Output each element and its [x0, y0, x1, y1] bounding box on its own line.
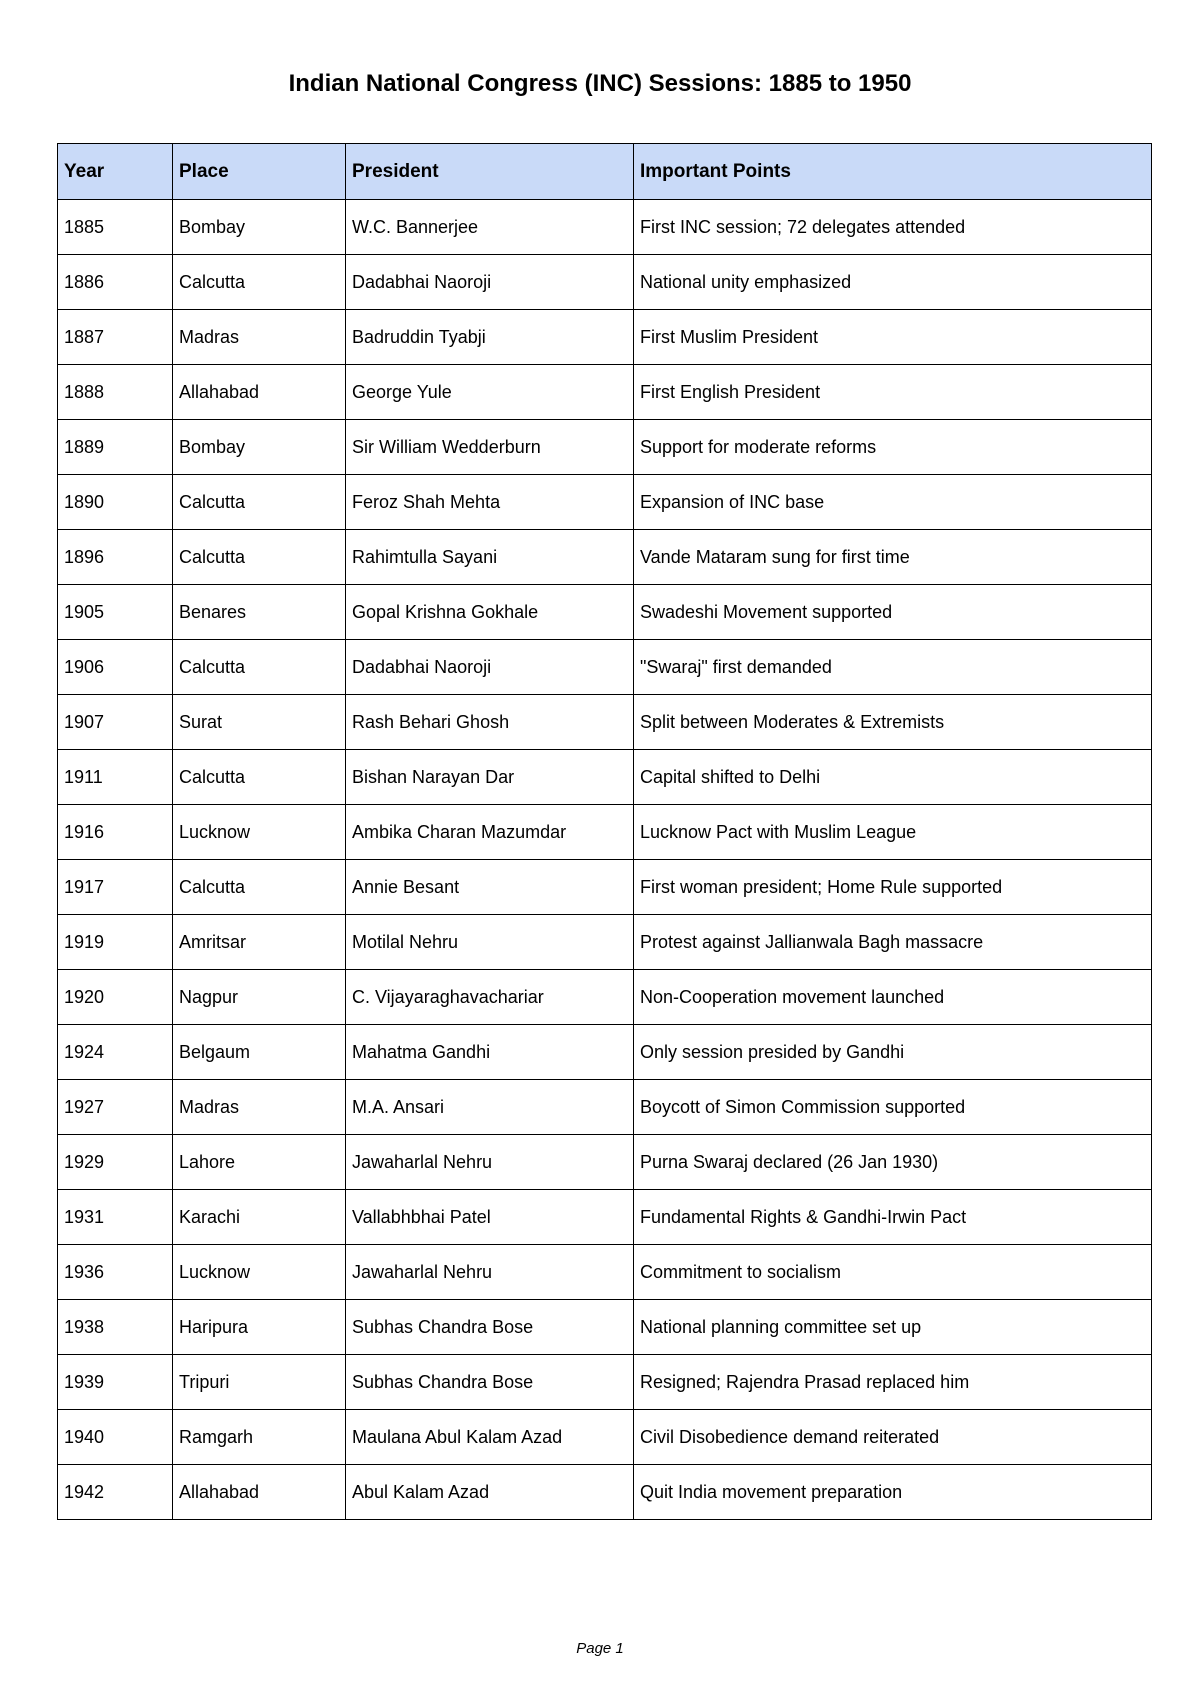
cell-year: 1916: [58, 805, 173, 860]
page-title: Indian National Congress (INC) Sessions: 1885 to 1950: [288, 70, 912, 97]
cell-place: Madras: [173, 1080, 346, 1135]
cell-year: 1911: [58, 750, 173, 805]
cell-president: Gopal Krishna Gokhale: [346, 585, 634, 640]
cell-year: 1905: [58, 585, 173, 640]
cell-place: Allahabad: [173, 365, 346, 420]
cell-important-points: First Muslim President: [634, 310, 1152, 365]
cell-important-points: Swadeshi Movement supported: [634, 585, 1152, 640]
cell-place: Surat: [173, 695, 346, 750]
cell-place: Benares: [173, 585, 346, 640]
cell-important-points: Split between Moderates & Extremists: [634, 695, 1152, 750]
cell-president: Motilal Nehru: [346, 915, 634, 970]
cell-important-points: Capital shifted to Delhi: [634, 750, 1152, 805]
cell-place: Tripuri: [173, 1355, 346, 1410]
cell-year: 1906: [58, 640, 173, 695]
cell-president: Badruddin Tyabji: [346, 310, 634, 365]
table-row: [58, 1355, 1152, 1410]
cell-president: Dadabhai Naoroji: [346, 255, 634, 310]
cell-important-points: Fundamental Rights & Gandhi-Irwin Pact: [634, 1190, 1152, 1245]
table-row: [58, 695, 1152, 750]
table-row: [58, 1245, 1152, 1300]
cell-important-points: Support for moderate reforms: [634, 420, 1152, 475]
header-president: President: [346, 144, 634, 200]
cell-place: Haripura: [173, 1300, 346, 1355]
header-year: Year: [58, 144, 173, 200]
cell-year: 1888: [58, 365, 173, 420]
cell-year: 1938: [58, 1300, 173, 1355]
cell-important-points: Protest against Jallianwala Bagh massacre: [634, 915, 1152, 970]
cell-year: 1920: [58, 970, 173, 1025]
cell-important-points: Purna Swaraj declared (26 Jan 1930): [634, 1135, 1152, 1190]
table-row: [58, 1080, 1152, 1135]
table-row: [58, 420, 1152, 475]
cell-year: 1940: [58, 1410, 173, 1465]
header-important-points: Important Points: [634, 144, 1152, 200]
cell-year: 1885: [58, 200, 173, 255]
cell-important-points: First woman president; Home Rule supported: [634, 860, 1152, 915]
table-row: [58, 970, 1152, 1025]
cell-place: Nagpur: [173, 970, 346, 1025]
cell-president: Feroz Shah Mehta: [346, 475, 634, 530]
header-row: [58, 144, 1152, 200]
table-row: [58, 640, 1152, 695]
table-row: [58, 915, 1152, 970]
page-number: Page 1: [576, 1640, 624, 1657]
cell-important-points: Only session presided by Gandhi: [634, 1025, 1152, 1080]
cell-year: 1907: [58, 695, 173, 750]
cell-year: 1927: [58, 1080, 173, 1135]
table-row: [58, 475, 1152, 530]
table-row: [58, 530, 1152, 585]
table-row: [58, 750, 1152, 805]
cell-place: Allahabad: [173, 1465, 346, 1520]
cell-president: M.A. Ansari: [346, 1080, 634, 1135]
cell-place: Bombay: [173, 420, 346, 475]
cell-place: Karachi: [173, 1190, 346, 1245]
table-row: [58, 1465, 1152, 1520]
cell-year: 1917: [58, 860, 173, 915]
cell-president: Jawaharlal Nehru: [346, 1245, 634, 1300]
cell-place: Amritsar: [173, 915, 346, 970]
cell-president: Sir William Wedderburn: [346, 420, 634, 475]
cell-president: Dadabhai Naoroji: [346, 640, 634, 695]
cell-important-points: Commitment to socialism: [634, 1245, 1152, 1300]
cell-year: 1886: [58, 255, 173, 310]
cell-place: Calcutta: [173, 255, 346, 310]
cell-important-points: Boycott of Simon Commission supported: [634, 1080, 1152, 1135]
cell-important-points: Quit India movement preparation: [634, 1465, 1152, 1520]
cell-place: Calcutta: [173, 530, 346, 585]
cell-year: 1942: [58, 1465, 173, 1520]
cell-president: C. Vijayaraghavachariar: [346, 970, 634, 1025]
table-row: [58, 585, 1152, 640]
table-row: [58, 200, 1152, 255]
cell-important-points: Expansion of INC base: [634, 475, 1152, 530]
cell-important-points: National unity emphasized: [634, 255, 1152, 310]
cell-place: Calcutta: [173, 475, 346, 530]
cell-place: Belgaum: [173, 1025, 346, 1080]
cell-year: 1931: [58, 1190, 173, 1245]
cell-president: Subhas Chandra Bose: [346, 1300, 634, 1355]
cell-president: Mahatma Gandhi: [346, 1025, 634, 1080]
cell-year: 1924: [58, 1025, 173, 1080]
cell-place: Ramgarh: [173, 1410, 346, 1465]
table-row: [58, 805, 1152, 860]
cell-president: Rahimtulla Sayani: [346, 530, 634, 585]
table-row: [58, 1410, 1152, 1465]
table-row: [58, 310, 1152, 365]
cell-year: 1939: [58, 1355, 173, 1410]
cell-important-points: Non-Cooperation movement launched: [634, 970, 1152, 1025]
table-row: [58, 1135, 1152, 1190]
cell-place: Calcutta: [173, 750, 346, 805]
table-row: [58, 1300, 1152, 1355]
cell-year: 1919: [58, 915, 173, 970]
cell-president: Ambika Charan Mazumdar: [346, 805, 634, 860]
cell-year: 1889: [58, 420, 173, 475]
cell-important-points: First English President: [634, 365, 1152, 420]
table-body: [58, 200, 1152, 1520]
cell-president: Annie Besant: [346, 860, 634, 915]
cell-important-points: Vande Mataram sung for first time: [634, 530, 1152, 585]
cell-president: W.C. Bannerjee: [346, 200, 634, 255]
table-row: [58, 860, 1152, 915]
cell-president: George Yule: [346, 365, 634, 420]
cell-place: Bombay: [173, 200, 346, 255]
cell-important-points: First INC session; 72 delegates attended: [634, 200, 1152, 255]
cell-president: Bishan Narayan Dar: [346, 750, 634, 805]
cell-year: 1890: [58, 475, 173, 530]
sessions-table: [57, 143, 1152, 1520]
cell-place: Calcutta: [173, 640, 346, 695]
cell-president: Abul Kalam Azad: [346, 1465, 634, 1520]
cell-important-points: Civil Disobedience demand reiterated: [634, 1410, 1152, 1465]
cell-important-points: National planning committee set up: [634, 1300, 1152, 1355]
cell-place: Lahore: [173, 1135, 346, 1190]
cell-place: Madras: [173, 310, 346, 365]
cell-important-points: Resigned; Rajendra Prasad replaced him: [634, 1355, 1152, 1410]
cell-year: 1887: [58, 310, 173, 365]
table-row: [58, 255, 1152, 310]
cell-place: Calcutta: [173, 860, 346, 915]
cell-president: Vallabhbhai Patel: [346, 1190, 634, 1245]
cell-year: 1929: [58, 1135, 173, 1190]
cell-president: Subhas Chandra Bose: [346, 1355, 634, 1410]
cell-place: Lucknow: [173, 805, 346, 860]
cell-place: Lucknow: [173, 1245, 346, 1300]
cell-important-points: Lucknow Pact with Muslim League: [634, 805, 1152, 860]
cell-president: Jawaharlal Nehru: [346, 1135, 634, 1190]
cell-president: Maulana Abul Kalam Azad: [346, 1410, 634, 1465]
cell-important-points: "Swaraj" first demanded: [634, 640, 1152, 695]
cell-president: Rash Behari Ghosh: [346, 695, 634, 750]
header-place: Place: [173, 144, 346, 200]
table-row: [58, 365, 1152, 420]
table-row: [58, 1190, 1152, 1245]
cell-year: 1896: [58, 530, 173, 585]
table-row: [58, 1025, 1152, 1080]
cell-year: 1936: [58, 1245, 173, 1300]
